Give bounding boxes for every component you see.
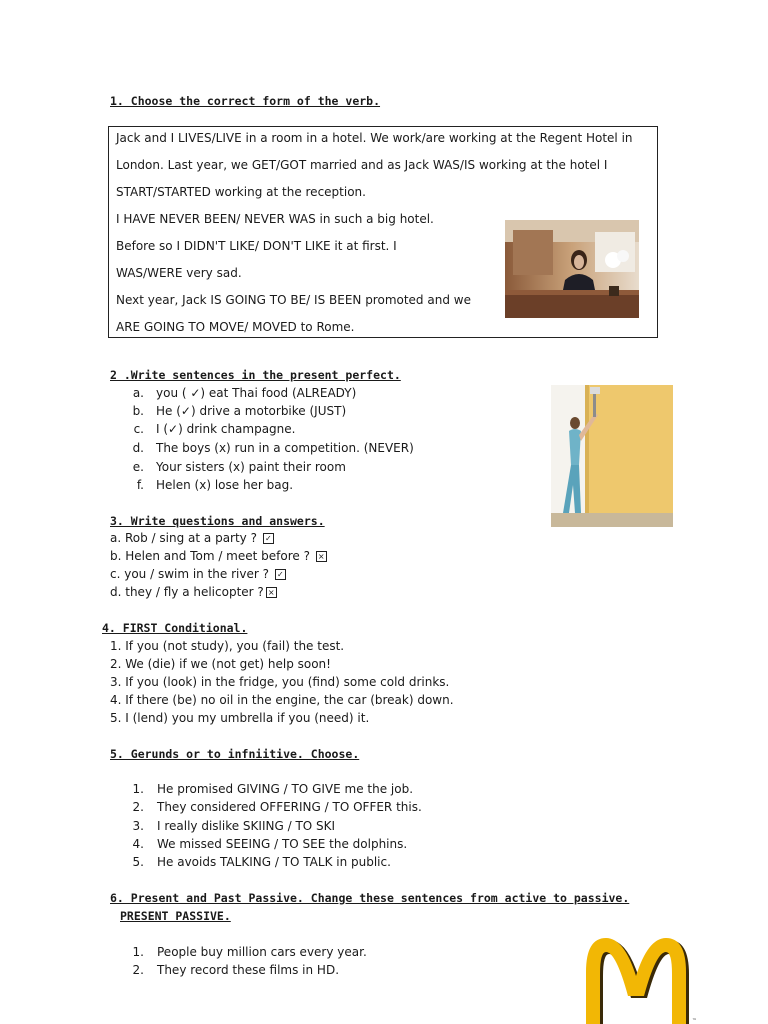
s6-item-2: They record these films in HD.: [157, 963, 340, 977]
s5-item-3: I really dislike SKIING / TO SKI: [157, 819, 336, 833]
s6-num-2: 2.: [132, 963, 144, 977]
checkbox-crossed-icon: ×: [266, 587, 277, 598]
s5-num-1: 1.: [132, 782, 144, 796]
s1-line-4: I HAVE NEVER BEEN/ NEVER WAS in such a big hotel.: [116, 212, 434, 226]
s2-item-f: Helen (x) lose her bag.: [156, 478, 294, 492]
section-4-heading: 4. FIRST Conditional.: [102, 621, 248, 635]
s3-item-a-text: a. Rob / sing at a party ?: [110, 531, 257, 545]
s5-num-2: 2.: [132, 800, 144, 814]
checkbox-checked-icon: ✓: [275, 569, 286, 580]
s5-num-3: 3.: [132, 819, 144, 833]
svg-text:™: ™: [692, 1018, 697, 1024]
s2-label-b: b.: [132, 404, 144, 418]
s1-line-8: ARE GOING TO MOVE/ MOVED to Rome.: [116, 320, 355, 334]
s5-item-2: They considered OFFERING / TO OFFER this.: [157, 800, 422, 814]
s3-item-d-text: d. they / fly a helicopter ?: [110, 585, 264, 599]
woman-painting-wall-photo: [551, 385, 673, 527]
s5-num-4: 4.: [132, 837, 144, 851]
s3-item-b-text: b. Helen and Tom / meet before ?: [110, 549, 310, 563]
s2-label-e: e.: [132, 460, 144, 474]
s4-item-3: 3. If you (look) in the fridge, you (find) some cold drinks.: [110, 675, 450, 689]
section-6-heading: 6. Present and Past Passive. Change these sentences from active to passive.: [110, 891, 630, 905]
s3-item-b: [110, 549, 327, 563]
s1-line-7: Next year, Jack IS GOING TO BE/ IS BEEN promoted and we: [116, 293, 471, 307]
s4-item-2: 2. We (die) if we (not get) help soon!: [110, 657, 331, 671]
s2-label-d: d.: [132, 441, 144, 455]
s2-label-f: f.: [136, 478, 144, 492]
s2-item-a: you ( ✓) eat Thai food (ALREADY): [156, 386, 357, 400]
s3-item-c: [110, 567, 286, 581]
s1-line-2: London. Last year, we GET/GOT married and as Jack WAS/IS working at the hotel I: [116, 158, 608, 172]
s3-item-c-text: c. you / swim in the river ?: [110, 567, 269, 581]
s5-num-5: 5.: [132, 855, 144, 869]
s2-label-a: a.: [132, 386, 144, 400]
s6-item-1: People buy million cars every year.: [157, 945, 367, 959]
s2-label-c: c.: [133, 422, 144, 436]
s1-line-5: Before so I DIDN'T LIKE/ DON'T LIKE it at first. I: [116, 239, 397, 253]
s4-item-1: 1. If you (not study), you (fail) the test.: [110, 639, 345, 653]
s5-item-1: He promised GIVING / TO GIVE me the job.: [157, 782, 414, 796]
mcdonalds-arches-logo: [578, 932, 700, 1024]
s5-item-4: We missed SEEING / TO SEE the dolphins.: [157, 837, 408, 851]
s2-item-d: The boys (x) run in a competition. (NEVER): [156, 441, 414, 455]
section-5-heading: 5. Gerunds or to infniitive. Choose.: [110, 747, 360, 761]
hotel-receptionist-photo: [505, 220, 639, 318]
section-2-heading: 2 .Write sentences in the present perfect.: [110, 368, 401, 382]
s2-item-b: He (✓) drive a motorbike (JUST): [156, 404, 347, 418]
s6-num-1: 1.: [132, 945, 144, 959]
s1-line-1: Jack and I LIVES/LIVE in a room in a hotel. We work/are working at the Regent Hotel in: [116, 131, 633, 145]
s3-item-d: [110, 585, 277, 599]
checkbox-crossed-icon: ×: [316, 551, 327, 562]
s2-item-c: I (✓) drink champagne.: [156, 422, 296, 436]
present-passive-subheading: PRESENT PASSIVE.: [120, 909, 231, 923]
s1-line-3: START/STARTED working at the reception.: [116, 185, 366, 199]
s1-line-6: WAS/WERE very sad.: [116, 266, 242, 280]
section-1-heading: 1. Choose the correct form of the verb.: [110, 94, 381, 108]
s2-item-e: Your sisters (x) paint their room: [156, 460, 346, 474]
s4-item-5: 5. I (lend) you my umbrella if you (need) it.: [110, 711, 370, 725]
section-3-heading: 3. Write questions and answers.: [110, 514, 325, 528]
s5-item-5: He avoids TALKING / TO TALK in public.: [157, 855, 391, 869]
s4-item-4: 4. If there (be) no oil in the engine, the car (break) down.: [110, 693, 454, 707]
s3-item-a: [110, 531, 274, 545]
checkbox-checked-icon: ✓: [263, 533, 274, 544]
